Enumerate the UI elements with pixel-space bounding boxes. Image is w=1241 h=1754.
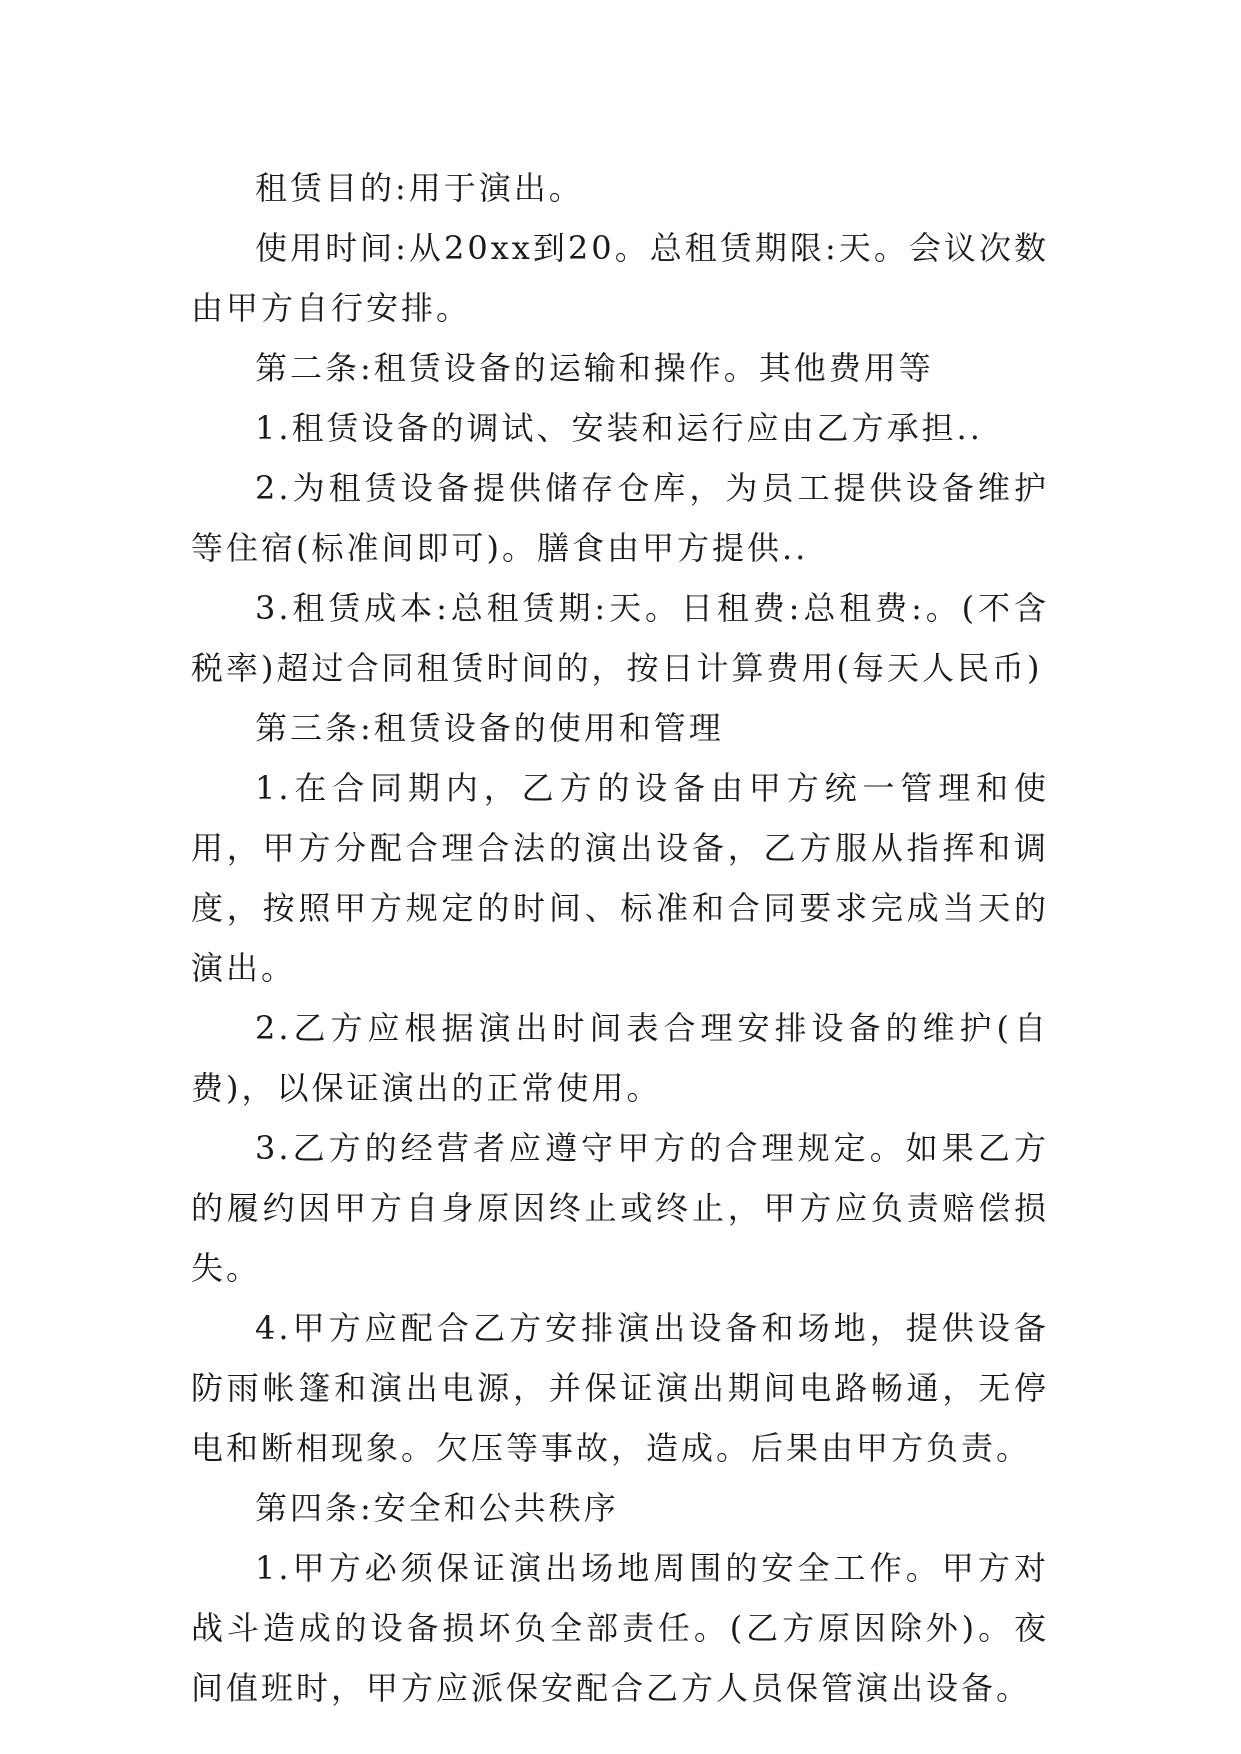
article-4-heading: 第四条:安全和公共秩序 (255, 1489, 619, 1527)
article-2-item-2: 2.为租赁设备提供储存仓库，为员工提供设备维护等住宿(标准间即可)。膳食由甲方提供.. (191, 469, 1049, 567)
article-3-item-2: 2.乙方应根据演出时间表合理安排设备的维护(自费)，以保证演出的正常使用。 (191, 1009, 1049, 1107)
article-4-item-1: 1.甲方必须保证演出场地周围的安全工作。甲方对战斗造成的设备损坏负全部责任。(乙方原因除外)。夜间值班时，甲方应派保安配合乙方人员保管演出设备。 (191, 1549, 1049, 1707)
article-3-item-3: 3.乙方的经营者应遵守甲方的合理规定。如果乙方的履约因甲方自身原因终止或终止，甲方应负责赔偿损失。 (191, 1129, 1049, 1287)
article-2-heading: 第二条:租赁设备的运输和操作。其他费用等 (255, 349, 934, 387)
article-2-item-3: 3.租赁成本:总租赁期:天。日租费:总租费:。(不含税率)超过合同租赁时间的，按日计算费用(每天人民币) (191, 589, 1049, 687)
article-3-heading: 第三条:租赁设备的使用和管理 (255, 709, 724, 747)
paragraph-lease-purpose: 租赁目的:用于演出。 (255, 169, 584, 207)
document-body (191, 158, 1049, 1718)
article-3-item-1: 1.在合同期内，乙方的设备由甲方统一管理和使用，甲方分配合理合法的演出设备，乙方服从指挥和调度，按照甲方规定的时间、标准和合同要求完成当天的演出。 (191, 769, 1049, 987)
paragraph-usage-time: 使用时间:从20xx到20。总租赁期限:天。会议次数由甲方自行安排。 (191, 229, 1049, 327)
article-2-item-1: 1.租赁设备的调试、安装和运行应由乙方承担.. (255, 409, 983, 447)
article-3-item-4: 4.甲方应配合乙方安排演出设备和场地，提供设备防雨帐篷和演出电源，并保证演出期间电路畅通，无停电和断相现象。欠压等事故，造成。后果由甲方负责。 (191, 1309, 1049, 1467)
